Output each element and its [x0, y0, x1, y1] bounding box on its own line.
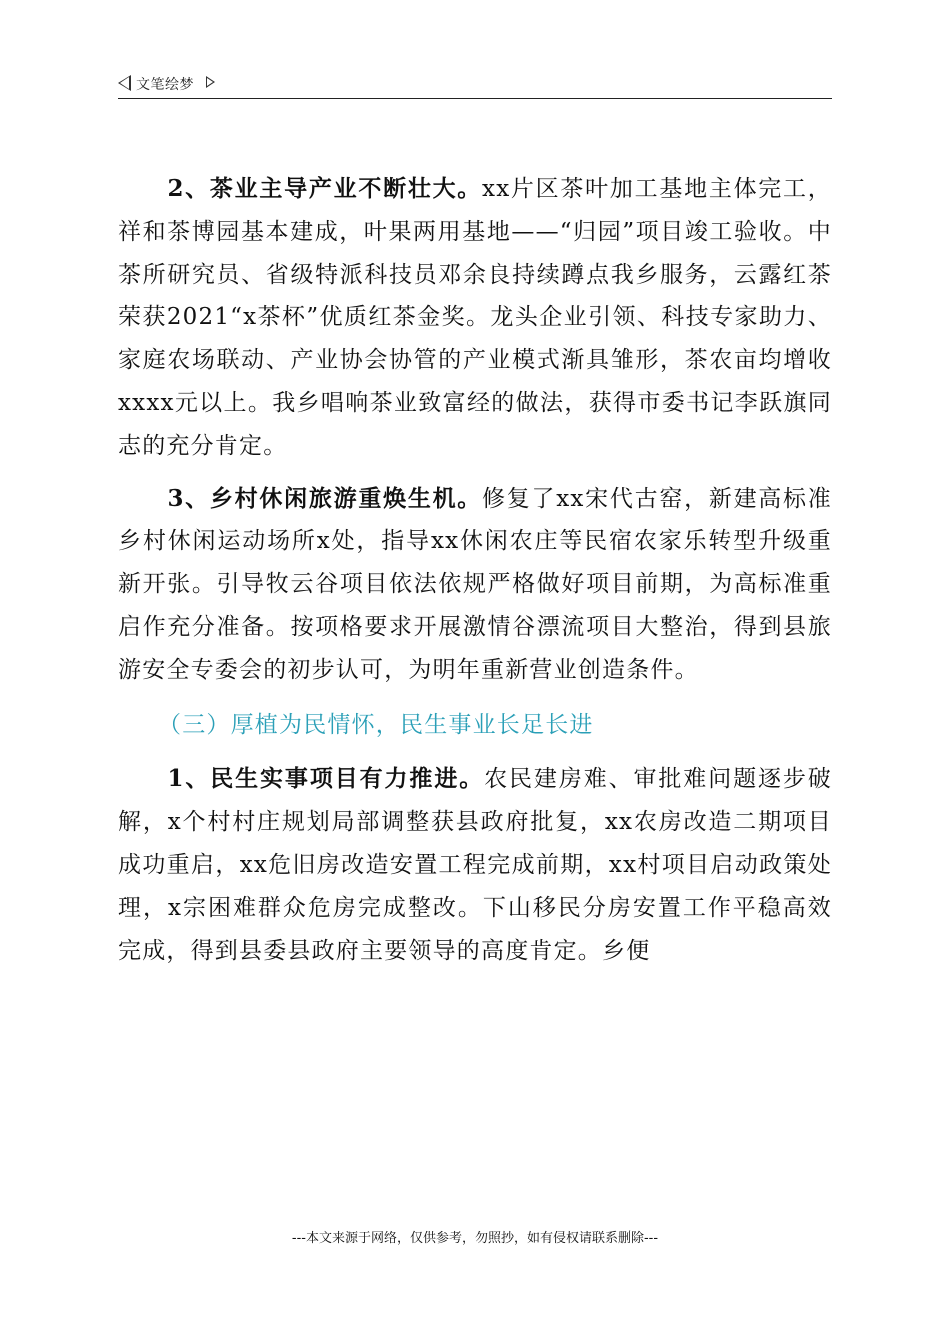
- triangle-right-icon: [206, 76, 215, 88]
- paragraph-text: xx片区茶叶加工基地主体完工，祥和茶博园基本建成，叶果两用基地——“归园”项目竣工验收。中茶所研究员、省级特派科技员邓余良持续蹲点我乡服务，云露红茶荣获2021“x茶杯”优质红茶金奖。龙头企业引领、科技专家助力、家庭农场联动、产业协会协管的产业模式渐具雏形，茶农亩均增收xxxx元以上。我乡唱响茶业致富经的做法，获得市委书记李跃旗同志的充分肯定。: [118, 176, 832, 459]
- triangle-left-icon: [118, 75, 131, 91]
- header-brand: 文笔绘梦: [136, 77, 194, 93]
- page-footer-disclaimer: ---本文来源于网络，仅供参考，勿照抄，如有侵权请联系删除---: [291, 1231, 659, 1246]
- paragraph-heading: 1、民生实事项目有力推进。: [167, 765, 485, 793]
- document-body: [118, 168, 832, 972]
- paragraph-text: 修复了xx宋代古窑，新建高标准乡村休闲运动场所x处，指导xx休闲农庄等民宿农家乐转型升级重新开张。引导牧云谷项目依法依规严格做好项目前期，为高标准重启作充分准备。按项格要求开展激情谷漂流项目大整治，得到县旅游安全专委会的初步认可，为明年重新营业创造条件。: [118, 485, 832, 683]
- section-title: （三）厚植为民情怀，民生事业长足长进: [158, 711, 594, 738]
- paragraph-text: 农民建房难、审批难问题逐步破解，x个村村庄规划局部调整获县政府批复，xx农房改造二期项目成功重启，xx危旧房改造安置工程完成前期，xx村项目启动政策处理，x宗困难群众危房完成整改。下山移民分房安置工作平稳高效完成，得到县委县政府主要领导的高度肯定。乡便: [118, 766, 832, 964]
- paragraph-rural-tourism: [118, 478, 832, 692]
- paragraph-livelihood-projects: [118, 758, 832, 972]
- paragraph-tea-industry: [118, 168, 832, 468]
- paragraph-heading: 3、乡村休闲旅游重焕生机。: [167, 484, 483, 512]
- paragraph-heading: 2、茶业主导产业不断壮大。: [167, 175, 483, 202]
- page-header: [118, 72, 832, 99]
